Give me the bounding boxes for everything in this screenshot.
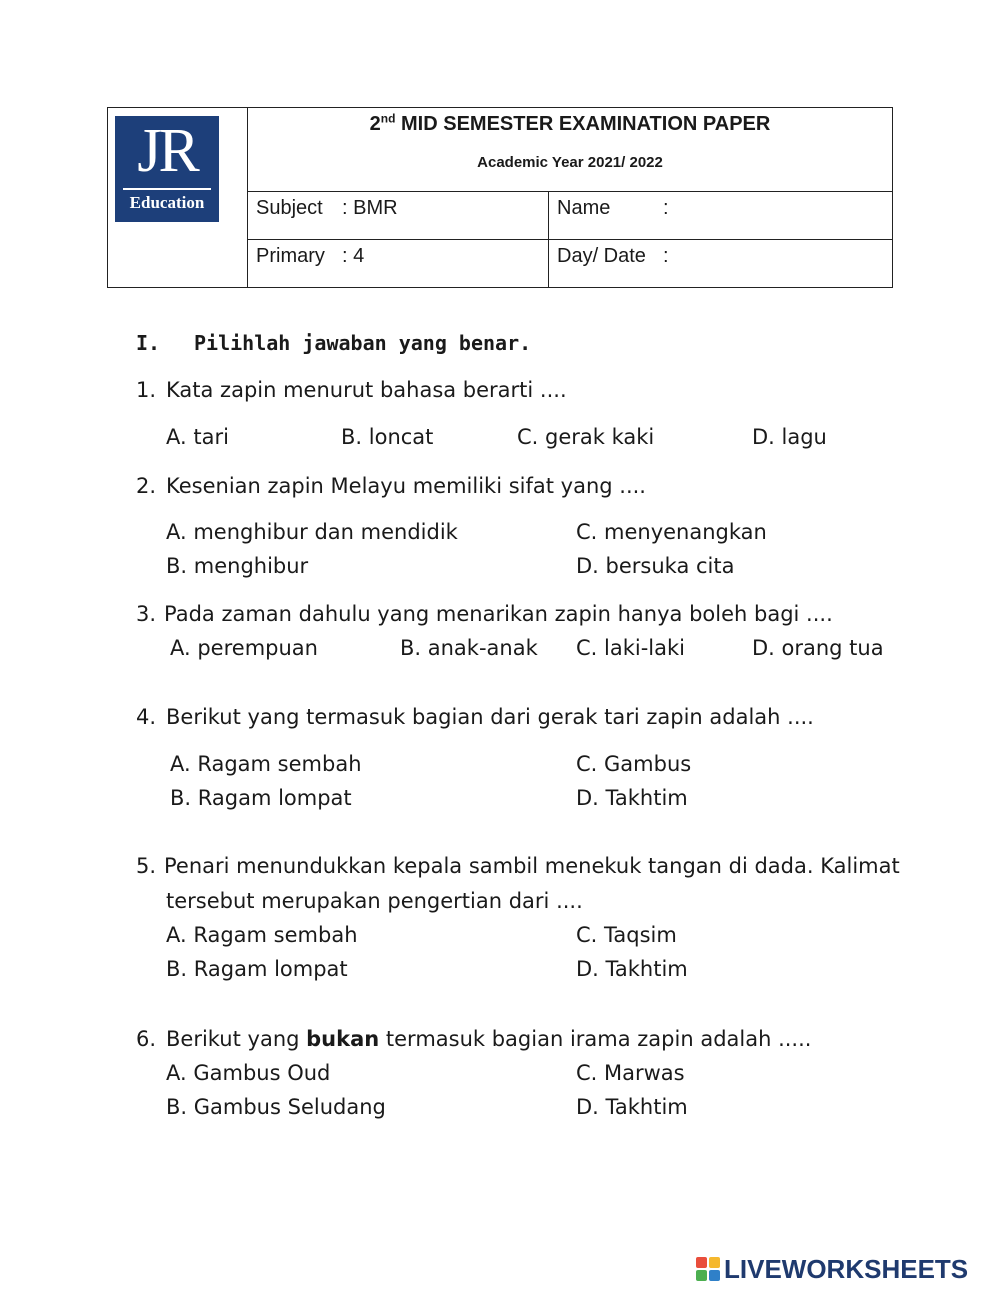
question-number: 2. (136, 474, 157, 498)
name-value: : (663, 197, 669, 219)
title-text: MID SEMESTER EXAMINATION PAPER (395, 113, 771, 135)
question-text: Penari menundukkan kepala sambil menekuk tangan di dada. Kalimat (164, 854, 900, 878)
question-text-part: termasuk bagian irama zapin adalah ..... (379, 1027, 812, 1051)
exam-title (248, 112, 892, 136)
option[interactable]: B. Ragam lompat (166, 957, 348, 981)
section-title: Pilihlah jawaban yang benar. (194, 331, 532, 355)
question-number: 4. (136, 705, 157, 729)
logo-square (709, 1270, 720, 1281)
title-area (248, 108, 892, 192)
option[interactable]: C. laki-laki (576, 636, 685, 660)
logo-subtitle: Education (129, 193, 205, 212)
jr-education-logo (115, 116, 219, 222)
option[interactable]: A. Ragam sembah (170, 752, 362, 776)
exam-header-table (107, 107, 893, 288)
liveworksheets-brand[interactable] (696, 1254, 968, 1284)
date-value: : (663, 245, 669, 267)
option[interactable]: C. gerak kaki (517, 425, 655, 449)
option[interactable]: D. bersuka cita (576, 554, 735, 578)
option[interactable]: C. Marwas (576, 1061, 685, 1085)
option[interactable]: C. Taqsim (576, 923, 677, 947)
question-text: Pada zaman dahulu yang menarikan zapin hanya boleh bagi .... (164, 602, 833, 626)
question-text: Kesenian zapin Melayu memiliki sifat yang .... (166, 474, 646, 498)
primary-label: Primary (256, 245, 325, 267)
option[interactable]: B. menghibur (166, 554, 309, 578)
subject-label: Subject (256, 197, 323, 219)
logo-square (696, 1257, 707, 1268)
primary-value: : 4 (342, 245, 365, 267)
section-number: I. (136, 331, 161, 355)
option[interactable]: A. menghibur dan mendidik (166, 520, 458, 544)
option[interactable]: D. orang tua (752, 636, 884, 660)
date-cell[interactable] (549, 240, 892, 287)
option[interactable]: C. menyenangkan (576, 520, 767, 544)
section-heading (136, 330, 532, 356)
option[interactable]: A. perempuan (170, 636, 318, 660)
option[interactable]: D. Takhtim (576, 786, 688, 810)
title-ordinal-suffix: nd (380, 111, 396, 126)
title-ordinal: 2 (369, 113, 381, 135)
name-label: Name (557, 197, 611, 219)
question-number: 3. (136, 602, 157, 626)
logo-divider (123, 188, 211, 190)
question-text: Kata zapin menurut bahasa berarti .... (166, 378, 567, 402)
question-text-part: Berikut yang (166, 1027, 307, 1051)
option[interactable]: D. Takhtim (576, 1095, 688, 1119)
option[interactable]: D. lagu (752, 425, 827, 449)
question-text-continued: tersebut merupakan pengertian dari .... (166, 889, 583, 913)
primary-cell (248, 240, 549, 287)
logo-square (709, 1257, 720, 1268)
question-number: 5. (136, 854, 157, 878)
logo-cell (108, 108, 248, 287)
academic-year: Academic Year 2021/ 2022 (477, 154, 663, 171)
question-number: 1. (136, 378, 157, 402)
option[interactable]: C. Gambus (576, 752, 692, 776)
question-emphasis: bukan (306, 1027, 380, 1051)
question-number: 6. (136, 1027, 157, 1051)
subject-value: : BMR (342, 197, 398, 219)
option[interactable]: A. tari (166, 425, 229, 449)
option[interactable]: B. loncat (341, 425, 434, 449)
option[interactable]: B. anak-anak (400, 636, 538, 660)
question-text: Berikut yang termasuk bagian dari gerak tari zapin adalah .... (166, 705, 814, 729)
brand-name: LIVEWORKSHEETS (724, 1253, 969, 1284)
subject-cell (248, 192, 549, 240)
option[interactable]: A. Ragam sembah (166, 923, 358, 947)
date-label: Day/ Date (557, 245, 646, 267)
option[interactable]: D. Takhtim (576, 957, 688, 981)
logo-letters: JR (137, 117, 197, 185)
option[interactable]: B. Gambus Seludang (166, 1095, 386, 1119)
name-cell[interactable] (549, 192, 892, 240)
question-text (166, 1026, 811, 1052)
liveworksheets-logo-icon (696, 1257, 720, 1281)
logo-square (696, 1270, 707, 1281)
option[interactable]: A. Gambus Oud (166, 1061, 331, 1085)
option[interactable]: B. Ragam lompat (170, 786, 352, 810)
